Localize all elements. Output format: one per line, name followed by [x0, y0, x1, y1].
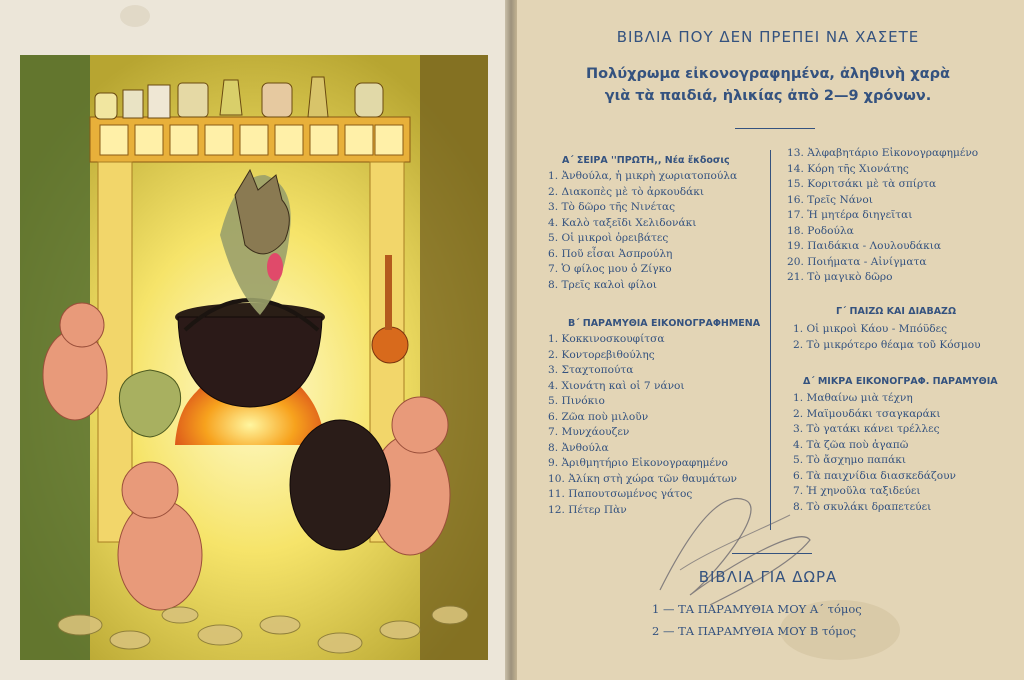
series-b-heading: Β΄ ΠΑΡΑΜΥΘΙΑ ΕΙΚΟΝΟΓΡΑΦΗΜΕΝΑ: [568, 318, 761, 329]
list-item: 17. Ἡ μητέρα διηγεῖται: [787, 209, 913, 221]
list-item: 1. Ἀνθούλα, ἡ μικρὴ χωριατοπούλα: [548, 170, 738, 182]
list-item: 6. Ζῶα ποὺ μιλοῦν: [548, 410, 649, 423]
subtitle-line-2: γιὰ τὰ παιδιά, ἡλικίας ἀπὸ 2—9 χρόνων.: [604, 88, 932, 104]
list-item: 1. Μαθαίνω μιὰ τέχνη: [793, 392, 913, 404]
list-item: 11. Παπουτσωμένος γάτος: [548, 488, 693, 500]
subtitle-line-1: Πολύχρωμα εἰκονογραφημένα, ἀληθινὴ χαρὰ: [586, 66, 950, 82]
page-title: ΒΙΒΛΙΑ ΠΟΥ ΔΕΝ ΠΡΕΠΕΙ ΝΑ ΧΑΣΕΤΕ: [616, 28, 920, 46]
series-d-heading: Δ΄ ΜΙΚΡΑ ΕΙΚΟΝΟΓΡΑΦ. ΠΑΡΑΜΥΘΙΑ: [803, 376, 998, 387]
list-item: 15. Κοριτσάκι μὲ τὰ σπίρτα: [787, 178, 937, 190]
list-item: 5. Τὸ ἄσχημο παπάκι: [793, 454, 907, 466]
gift-divider: [732, 553, 812, 554]
series-a-list: [548, 169, 737, 293]
list-item: 18. Ροδούλα: [787, 224, 854, 237]
pencil-scribble: [650, 470, 820, 620]
list-item: 14. Κόρη τῆς Χιονάτης: [787, 162, 909, 175]
list-item: 21. Τὸ μαγικὸ δῶρο: [787, 271, 893, 283]
list-item: 9. Ἀριθμητήριο Εἰκονογραφημένο: [548, 457, 728, 469]
list-item: 3. Σταχτοπούτα: [548, 364, 634, 376]
list-item: 7. Ὁ φίλος μου ὁ Ζίγκο: [548, 263, 672, 275]
list-item: 3. Τὸ δῶρο τῆς Νινέτας: [548, 201, 676, 213]
series-a-heading: Α΄ ΣΕΙΡΑ ''ΠΡΩΤΗ,, Νέα ἔκδοσις: [562, 155, 730, 166]
kitchen-illustration: [20, 55, 488, 660]
list-item: 2. Διακοπὲς μὲ τὸ ἀρκουδάκι: [548, 185, 705, 198]
list-item: 3. Τὸ γατάκι κάνει τρέλλες: [793, 423, 940, 435]
list-item: 6. Τὰ παιχνίδια διασκεδάζουν: [793, 469, 956, 482]
series-a-continued-list: [787, 146, 978, 286]
list-item: 7. Ἡ χηνοῦλα ταξιδεύει: [793, 485, 921, 497]
paper-stain: [120, 5, 150, 27]
series-c-list: [793, 322, 981, 353]
list-item: 1. Κοκκινοσκουφίτσα: [548, 333, 665, 345]
list-item: 5. Οἱ μικροὶ ὀρειβάτες: [548, 232, 669, 244]
list-item: 2. Μαϊμουδάκι τσαγκαράκι: [793, 407, 941, 420]
list-item: 13. Ἀλφαβητάριο Εἰκονογραφημένο: [787, 147, 979, 159]
list-item: 4. Καλὸ ταξεῖδι Χελιδονάκι: [548, 216, 697, 229]
list-item: 7. Μυνχάουζεν: [548, 426, 630, 438]
list-item: 4. Τὰ ζῶα ποὺ ἀγαπῶ: [793, 438, 909, 451]
series-c-heading: Γ΄ ΠΑΙΖΩ ΚΑΙ ΔΙΑΒΑΖΩ: [836, 306, 957, 317]
list-item: 19. Παιδάκια - Λουλουδάκια: [787, 240, 941, 252]
gift-line-1: 1 — ΤΑ ΠΑΡΑΜΥΘΙΑ ΜΟΥ Α΄ τόμος: [652, 602, 862, 616]
list-item: 16. Τρεῖς Νάνοι: [787, 193, 873, 206]
list-item: 2. Κοντορεβιθούλης: [548, 348, 655, 361]
list-item: 8. Ἀνθούλα: [548, 441, 609, 454]
list-item: 2. Τὸ μικρότερο θέαμα τοῦ Κόσμου: [793, 338, 981, 351]
list-item: 8. Τρεῖς καλοὶ φίλοι: [548, 278, 657, 291]
list-item: 10. Ἀλίκη στὴ χώρα τῶν θαυμάτων: [548, 472, 737, 485]
list-item: 4. Χιονάτη καὶ οἱ 7 νάνοι: [548, 379, 685, 392]
header-divider: [735, 128, 815, 129]
list-item: 12. Πέτερ Πὰν: [548, 503, 627, 516]
list-item: 20. Ποιήματα - Αἰνίγματα: [787, 255, 927, 268]
list-item: 5. Πινόκιο: [548, 395, 605, 407]
list-item: 6. Ποῦ εἶσαι Ἀσπρούλη: [548, 247, 673, 260]
list-item: 1. Οἱ μικροὶ Κάου - Μπόϋδες: [793, 323, 948, 335]
gift-line-2: 2 — ΤΑ ΠΑΡΑΜΥΘΙΑ ΜΟΥ Β τόμος: [652, 624, 857, 638]
list-item: 8. Τὸ σκυλάκι δραπετεύει: [793, 500, 932, 513]
gift-books-heading: ΒΙΒΛΙΑ ΓΙΑ ΔΩΡΑ: [698, 568, 838, 586]
